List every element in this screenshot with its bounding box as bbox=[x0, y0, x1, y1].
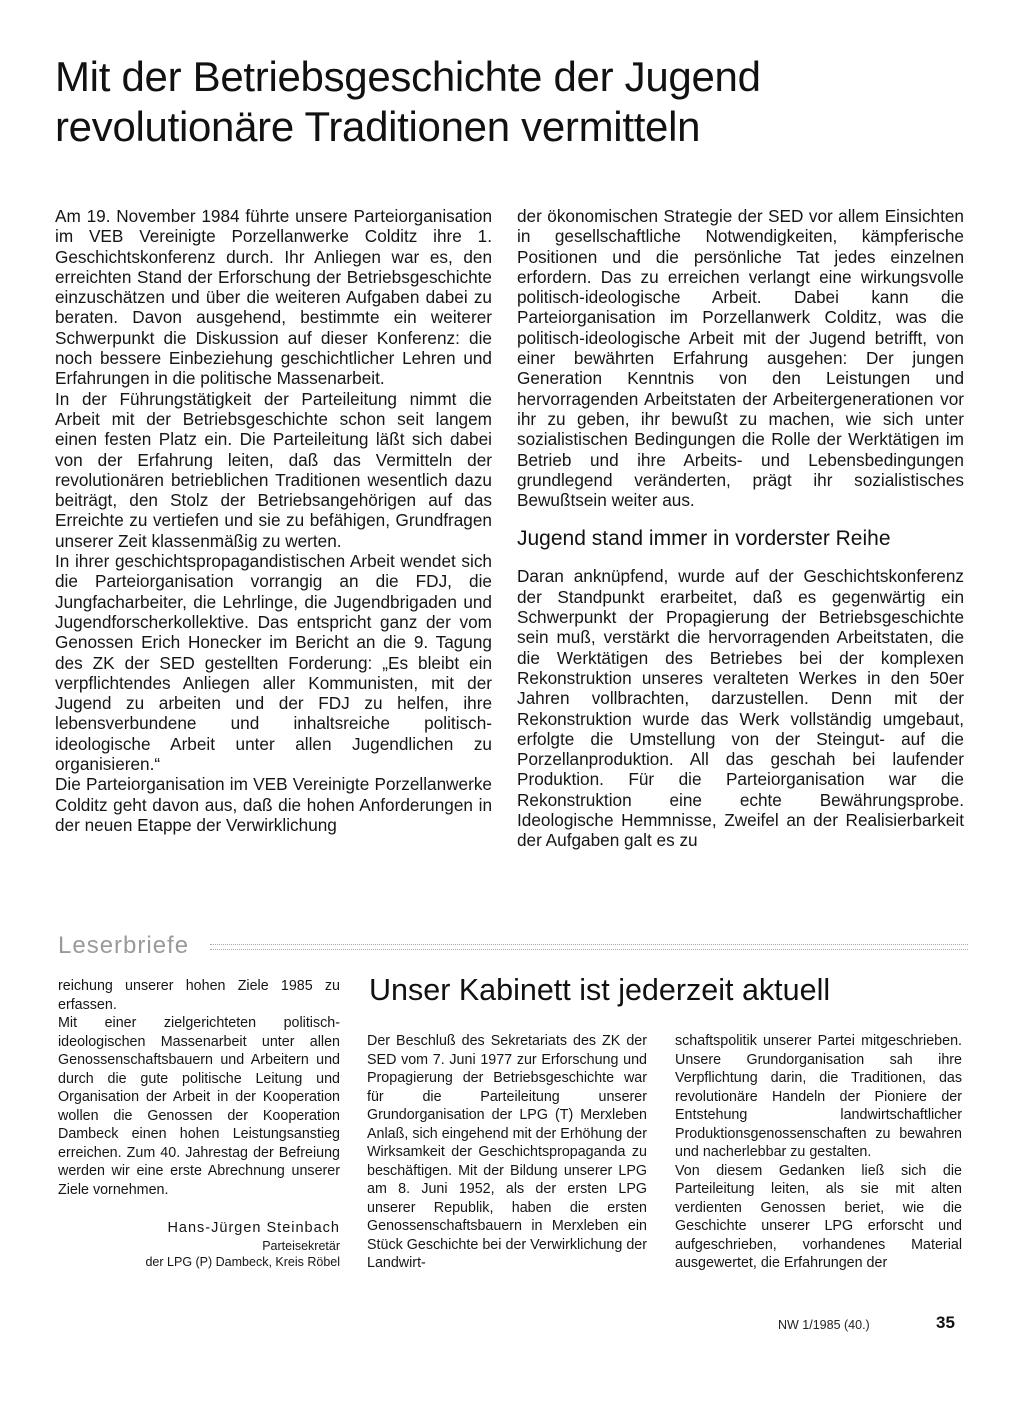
article-subheading: Jugend stand immer in vorderster Reihe bbox=[517, 527, 891, 551]
section-rule bbox=[210, 944, 968, 950]
letter-paragraph: reichung unserer hohen Ziele 1985 zu erfassen. bbox=[58, 978, 340, 1013]
section-label: Leserbriefe bbox=[58, 932, 190, 959]
letter-author: Hans-Jürgen Steinbach bbox=[167, 1220, 340, 1236]
article2-paragraph: Von diesem Gedanken ließ sich die Parteileitung leiten, als sie mit alten verdienten Genossen beriet, wie die Geschichte unserer LPG erforscht und aufgeschrieben, vorhandenes Material ausgewertet, die Erfahrungen der bbox=[675, 1162, 962, 1271]
issue-reference: NW 1/1985 (40.) bbox=[778, 1318, 870, 1332]
article2-paragraph: Der Beschluß des Sekretariats des ZK der SED vom 7. Juni 1977 zur Erforschung und Propagierung der Betriebsgeschichte war für die Parteileitung unserer Grundorganisation der LPG (T) Merxleben Anlaß, sich eingehend mit der Erhöhung der Wirksamkeit der Geschichtspropaganda zu beschäftigen. Mit der Bildung unserer LPG am 8. Juni 1952, als der ersten LPG unserer Republik, haben die ersten Genossenschaftsbauern in Merxleben ein Stück Geschichte bei der Verwirklichung der Landwirt- bbox=[367, 1033, 647, 1271]
article2-column-right bbox=[675, 1032, 962, 1273]
article-paragraph: Am 19. November 1984 führte unsere Parteiorganisation im VEB Vereinigte Porzellanwerke Colditz ihre 1. Geschichtskonferenz durch. Ihr Anliegen war es, den erreichten Stand der Erforschung der Betriebsgeschichte einzuschätzen und über die weiteren Aufgaben dabei zu beraten. Davon ausgehend, bestimmte ein weiterer Schwerpunkt die Diskussion auf dieser Konferenz: die noch bessere Einbeziehung geschichtlicher Lehren und Erfahrungen in die politische Massenarbeit. bbox=[55, 206, 492, 389]
article2-headline: Unser Kabinett ist jederzeit aktuell bbox=[369, 973, 831, 1007]
article2-paragraph: schaftspolitik unserer Partei mitgeschrieben. Unsere Grundorganisation sah ihre Verpflichtung darin, die Traditionen, das revolutionäre Handeln der Pioniere der Entstehung landwirtschaftlicher Produktionsgenossenschaften zu bewahren und nacherlebbar zu gestalten. bbox=[675, 1033, 962, 1160]
article-headline: Mit der Betriebsgeschichte der Jugend revolutionäre Traditionen vermitteln bbox=[55, 53, 761, 150]
letter-author-organisation: der LPG (P) Dambeck, Kreis Röbel bbox=[145, 1254, 340, 1269]
article-paragraph: In ihrer geschichtspropagandistischen Arbeit wendet sich die Parteiorganisation vorrangig an die FDJ, die Jungfacharbeiter, die Lehrlinge, die Jugendbrigaden und Jugendforscherkollektive. Das entspricht ganz der vom Genossen Erich Honecker im Bericht an die 9. Tagung des ZK der SED gestellten Forderung: „Es bleibt ein verpflichtendes Anliegen aller Kommunisten, mit der Jugend zu arbeiten und der FDJ zu helfen, ihre lebensverbundene und inhaltsreiche politisch-ideologische Arbeit unter allen Jugendlichen zu organisieren.“ bbox=[55, 551, 492, 775]
article-column-left bbox=[55, 206, 492, 835]
article-column-right bbox=[517, 206, 964, 851]
article-paragraph: In der Führungstätigkeit der Parteileitung nimmt die Arbeit mit der Betriebsgeschichte schon seit langem einen festen Platz ein. Die Parteileitung läßt sich dabei von der Erfahrung leiten, daß das Vermitteln der revolutionären betrieblichen Traditionen wesentlich dazu beiträgt, den Stolz der Betriebsangehörigen auf das Erreichte zu vertiefen und sie zu befähigen, Grundfragen unserer Zeit klassenmäßig zu werten. bbox=[55, 388, 492, 551]
letter-author-role: Parteisekretär bbox=[262, 1238, 340, 1253]
article2-column-left bbox=[367, 1032, 647, 1273]
letter-column bbox=[58, 977, 340, 1270]
page-number: 35 bbox=[936, 1313, 955, 1332]
letter-paragraph: Mit einer zielgerichteten politisch-ideologischen Massenarbeit unter allen Genossenschaftsbauern und Arbeitern und durch die gute politische Leitung und Organisation der Arbeit in der Kooperation wollen die Genossen der Kooperation Dambeck einen hohen Leistungsanstieg erreichen. Zum 40. Jahrestag der Befreiung werden wir eine erste Abrechnung unserer Ziele vornehmen. bbox=[58, 1015, 340, 1198]
article-paragraph: der ökonomischen Strategie der SED vor allem Einsichten in gesellschaftliche Notwendigkeiten, kämpferische Positionen und die persönliche Tat jedes einzelnen erfordern. Das zu erreichen verlangt eine wirkungsvolle politisch-ideologische Arbeit. Dabei kann die Parteiorganisation im Porzellanwerk Colditz, was die politisch-ideologische Arbeit mit der Jugend betrifft, von einer bewährten Erfahrung ausgehen: Der jungen Generation Kenntnis von den Leistungen und hervorragenden Arbeitstaten der Arbeitergenerationen vor ihr zu geben, ihr bewußt zu machen, wie sich unter sozialistischen Bedingungen die Rolle der Werktätigen im Betrieb und ihre Arbeits- und Lebensbedingungen grundlegend veränderten, prägt ihr sozialistisches Bewußtsein weiter aus. bbox=[517, 206, 964, 511]
section-divider bbox=[58, 930, 968, 960]
article-paragraph: Die Parteiorganisation im VEB Vereinigte Porzellanwerke Colditz geht davon aus, daß die hohen Anforderungen in der neuen Etappe der Verwirklichung bbox=[55, 774, 492, 835]
article-paragraph: Daran anknüpfend, wurde auf der Geschichtskonferenz der Standpunkt erarbeitet, daß es gegenwärtig ein Schwerpunkt der Propagierung der Betriebsgeschichte sein muß, verstärkt die hervorragenden Arbeitstaten, die die Werktätigen des Betriebes bei der komplexen Rekonstruktion unseres veralteten Werkes in den 50er Jahren vollbrachten, darzustellen. Denn mit der Rekonstruktion wurde das Werk vollständig umgebaut, erfolgte die Umstellung von der Steingut- auf die Porzellanproduktion. All das geschah bei laufender Produktion. Für die Parteiorganisation war die Rekonstruktion eine echte Bewährungsprobe. Ideologische Hemmnisse, Zweifel an der Realisierbarkeit der Aufgaben galt es zu bbox=[517, 566, 964, 851]
